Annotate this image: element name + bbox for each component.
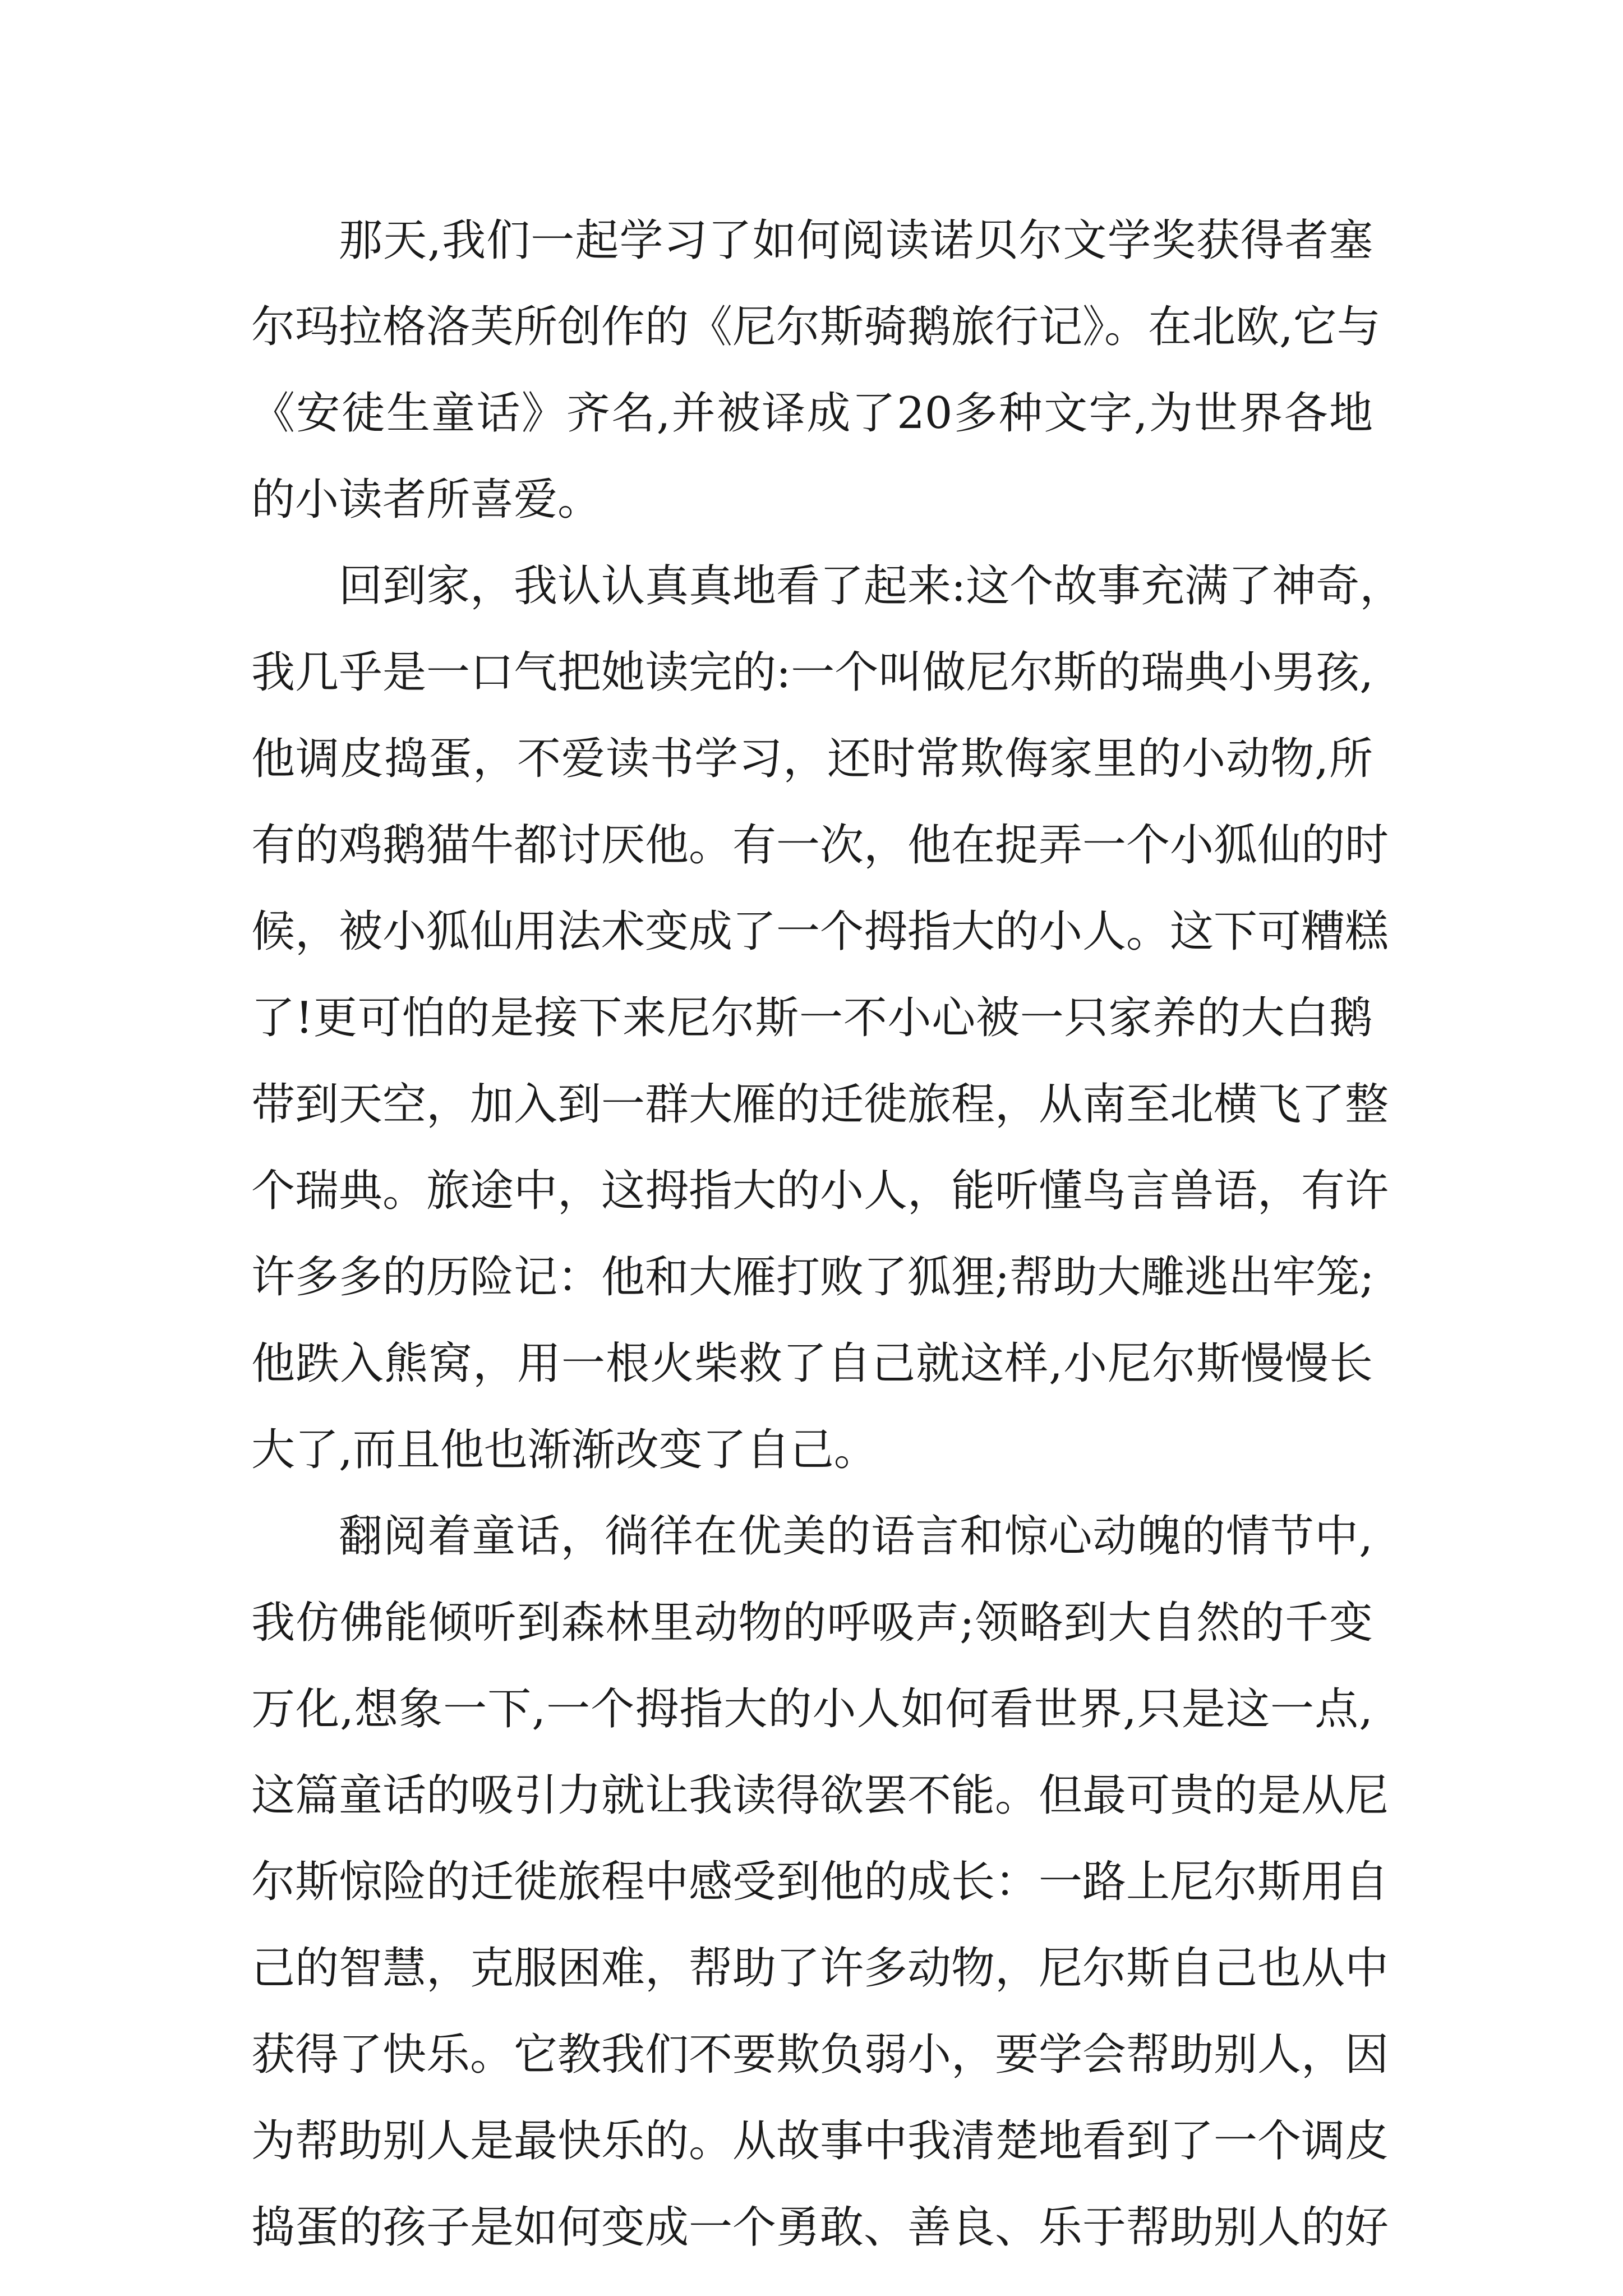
text-line: 带到天空，加入到一群大雁的迁徙旅程，从南至北横飞了整 [251,1079,1389,1130]
text-line: 《安徒生童话》齐名,并被译成了20多种文字,为世界各地 [251,388,1373,439]
text-line: 我几乎是一口气把她读完的:一个叫做尼尔斯的瑞典小男孩, [251,647,1374,698]
text-line: 他跌入熊窝，用一根火柴救了自己就这样,小尼尔斯慢慢长 [251,1338,1373,1389]
text-line: 我仿佛能倾听到森林里动物的呼吸声;领略到大自然的千变 [251,1598,1373,1648]
paragraph-2 [251,543,1404,1493]
text-line: 翻阅着童话，徜徉在优美的语言和惊心动魄的情节中, [339,1511,1373,1562]
paragraph-3 [251,1493,1389,2271]
text-line: 个瑞典。旅途中，这拇指大的小人，能听懂鸟言兽语，有许 [251,1166,1389,1216]
text-line: 为帮助别人是最快乐的。从故事中我清楚地看到了一个调皮 [251,2116,1389,2166]
text-line: 获得了快乐。它教我们不要欺负弱小，要学会帮助别人，因 [251,2030,1389,2080]
text-line: 己的智慧，克服困难，帮助了许多动物，尼尔斯自己也从中 [251,1943,1389,1994]
text-line: 万化,想象一下,一个拇指大的小人如何看世界,只是这一点, [251,1684,1373,1734]
text-line: 尔玛拉格洛芙所创作的《尼尔斯骑鹅旅行记》。在北欧,它与 [251,302,1381,352]
paragraph-1 [251,197,1381,543]
text-line: 那天,我们一起学习了如何阅读诺贝尔文学奖获得者塞 [339,215,1373,266]
text-line: 大了,而且他也渐渐改变了自己。 [251,1425,878,1475]
text-line: 捣蛋的孩子是如何变成一个勇敢、善良、乐于帮助别人的好 [251,2202,1389,2253]
text-line: 他调皮捣蛋，不爱读书学习，还时常欺侮家里的小动物,所 [251,734,1373,784]
text-line: 的小读者所喜爱。 [251,475,602,525]
text-line: 尔斯惊险的迁徙旅程中感受到他的成长：一路上尼尔斯用自 [251,1857,1389,1907]
text-line: 候，被小狐仙用法术变成了一个拇指大的小人。这下可糟糕 [251,907,1389,957]
document-body [251,197,1404,2271]
text-line: 回到家，我认认真真地看了起来:这个故事充满了神奇， [339,561,1404,611]
text-line: 有的鸡鹅猫牛都讨厌他。有一次，他在捉弄一个小狐仙的时 [251,820,1389,871]
text-line: 这篇童话的吸引力就让我读得欲罢不能。但最可贵的是从尼 [251,1770,1389,1821]
text-line: 许多多的历险记：他和大雁打败了狐狸;帮助大雕逃出牢笼; [251,1252,1375,1303]
text-line: 了!更可怕的是接下来尼尔斯一不小心被一只家养的大白鹅 [251,993,1373,1043]
